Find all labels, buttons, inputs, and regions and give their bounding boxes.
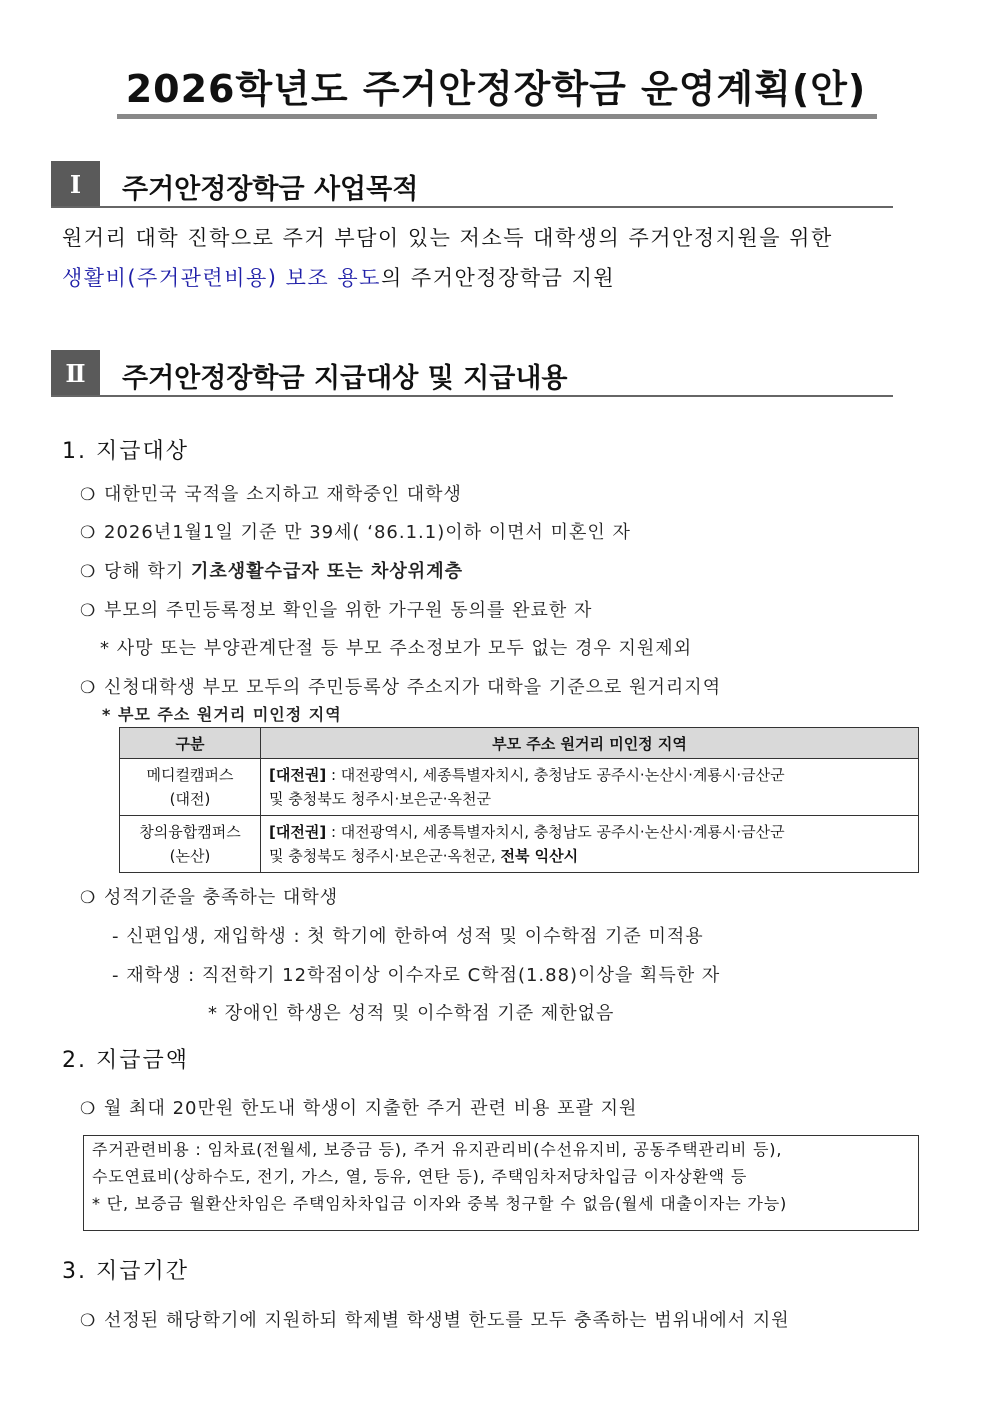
regions-line-1 [269,820,917,844]
regions-line-1 [269,763,917,787]
table-cell-campus [120,816,261,873]
box-line: 주거관련비용 : 임차료(전월세, 보증금 등), 주거 유지관리비(수선유지비, 공동주택관리비 등), [92,1140,783,1159]
purpose-line-2 [62,262,615,292]
table-cell-regions [261,816,919,873]
list-item-text: 성적기준을 충족하는 대학생 [104,887,339,908]
table-caption: * 부모 주소 원거리 미인정 지역 [102,705,342,724]
bullet-icon: ❍ [80,1099,97,1119]
box-line: * 단, 보증금 월환산차임은 주택임차차입금 이자와 중복 청구할 수 없음(월세 대출이자는 가능) [92,1194,787,1213]
list-item-text: 선정된 해당학기에 지원하되 학제별 학생별 한도를 모두 충족하는 범위내에서 지원 [104,1310,790,1331]
regions-text: : 대전광역시, 세종특별자치시, 충청남도 공주시·논산시·계룡시·금산군 [326,766,785,784]
regions-line-2 [269,844,917,868]
campus-location: (논산) [169,847,211,865]
detail-line: - 신편입생, 재입학생 : 첫 학기에 한하여 성적 및 이수학점 기준 미적용 [112,926,704,947]
table-cell-campus [120,759,261,816]
table-header-cell: 구분 [120,728,261,759]
list-item [80,883,338,909]
purpose-line-2-rest: 의 주거안정장학금 지원 [380,266,616,290]
campus-name: 창의융합캠퍼스 [139,823,241,841]
note-text: * 장애인 학생은 성적 및 이수학점 기준 제한없음 [208,1003,615,1024]
subheading-eligibility: 1. 지급대상 [62,439,189,464]
section-title-2: 주거안정장학금 지급대상 및 지급내용 [122,363,568,394]
list-item-text: 부모의 주민등록정보 확인을 위한 가구원 동의를 완료한 자 [104,600,593,621]
bullet-icon: ❍ [80,1311,97,1331]
region-table [119,727,919,873]
box-line: 수도연료비(상하수도, 전기, 가스, 열, 등유, 연탄 등), 주택임차저당차입금 이자상환액 등 [92,1167,748,1186]
list-item [80,1306,790,1332]
list-item [80,596,592,622]
regions-line-2: 및 충청북도 청주시·보은군·옥천군 [269,790,491,808]
detail-line: - 재학생 : 직전학기 12학점이상 이수자로 C학점(1.88)이상을 획득한 자 [112,965,721,986]
bullet-icon: ❍ [80,678,97,698]
table-row [120,816,919,873]
region-tag: [대전권] [269,823,327,841]
bullet-icon: ❍ [80,485,97,505]
bullet-icon: ❍ [80,888,97,908]
title-underline [117,114,877,119]
section-rule-2 [51,395,893,397]
list-item-bold: 기초생활수급자 또는 차상위계층 [191,561,463,582]
page-title: 2026학년도 주거안정장학금 운영계획(안) [125,67,867,111]
list-item [80,518,631,544]
regions-text: : 대전광역시, 세종특별자치시, 충청남도 공주시·논산시·계룡시·금산군 [326,823,785,841]
section-number-2: Ⅱ [51,350,100,396]
region-tag: [대전권] [269,766,327,784]
campus-location: (대전) [169,790,211,808]
list-item-text: 당해 학기 [104,561,191,582]
regions-bold: 전북 익산시 [500,847,579,865]
table-header-row [120,728,919,759]
section-title-1: 주거안정장학금 사업목적 [122,174,419,205]
subheading-amount: 2. 지급금액 [62,1048,189,1073]
list-item-text: 2026년1월1일 기준 만 39세( ‘86.1.1)이하 이면서 미혼인 자 [104,522,631,543]
list-item [80,673,721,699]
regions-text: 및 충청북도 청주시·보은군·옥천군, [269,847,501,865]
bullet-icon: ❍ [80,523,97,543]
table-row [120,759,919,816]
table-cell-regions [261,759,919,816]
list-item-text: 대한민국 국적을 소지하고 재학중인 대학생 [104,484,462,505]
list-item [80,480,462,506]
list-item [80,1094,637,1120]
note-text: * 사망 또는 부양관계단절 등 부모 주소정보가 모두 없는 경우 지원제외 [100,638,693,659]
bullet-icon: ❍ [80,601,97,621]
bullet-icon: ❍ [80,562,97,582]
section-rule-1 [51,206,893,208]
list-item-text: 월 최대 20만원 한도내 학생이 지출한 주거 관련 비용 포괄 지원 [104,1098,638,1119]
table-header-cell: 부모 주소 원거리 미인정 지역 [261,728,919,759]
section-number-1: Ⅰ [51,161,100,207]
purpose-line-1: 원거리 대학 진학으로 주거 부담이 있는 저소득 대학생의 주거안정지원을 위한 [62,226,833,250]
list-item [80,557,463,583]
list-item-text: 신청대학생 부모 모두의 주민등록상 주소지가 대학을 기준으로 원거리지역 [104,677,722,698]
expense-info-box [83,1135,919,1231]
campus-name: 메디컬캠퍼스 [146,766,234,784]
purpose-highlight: 생활비(주거관련비용) 보조 용도 [62,266,381,290]
subheading-period: 3. 지급기간 [62,1259,189,1284]
